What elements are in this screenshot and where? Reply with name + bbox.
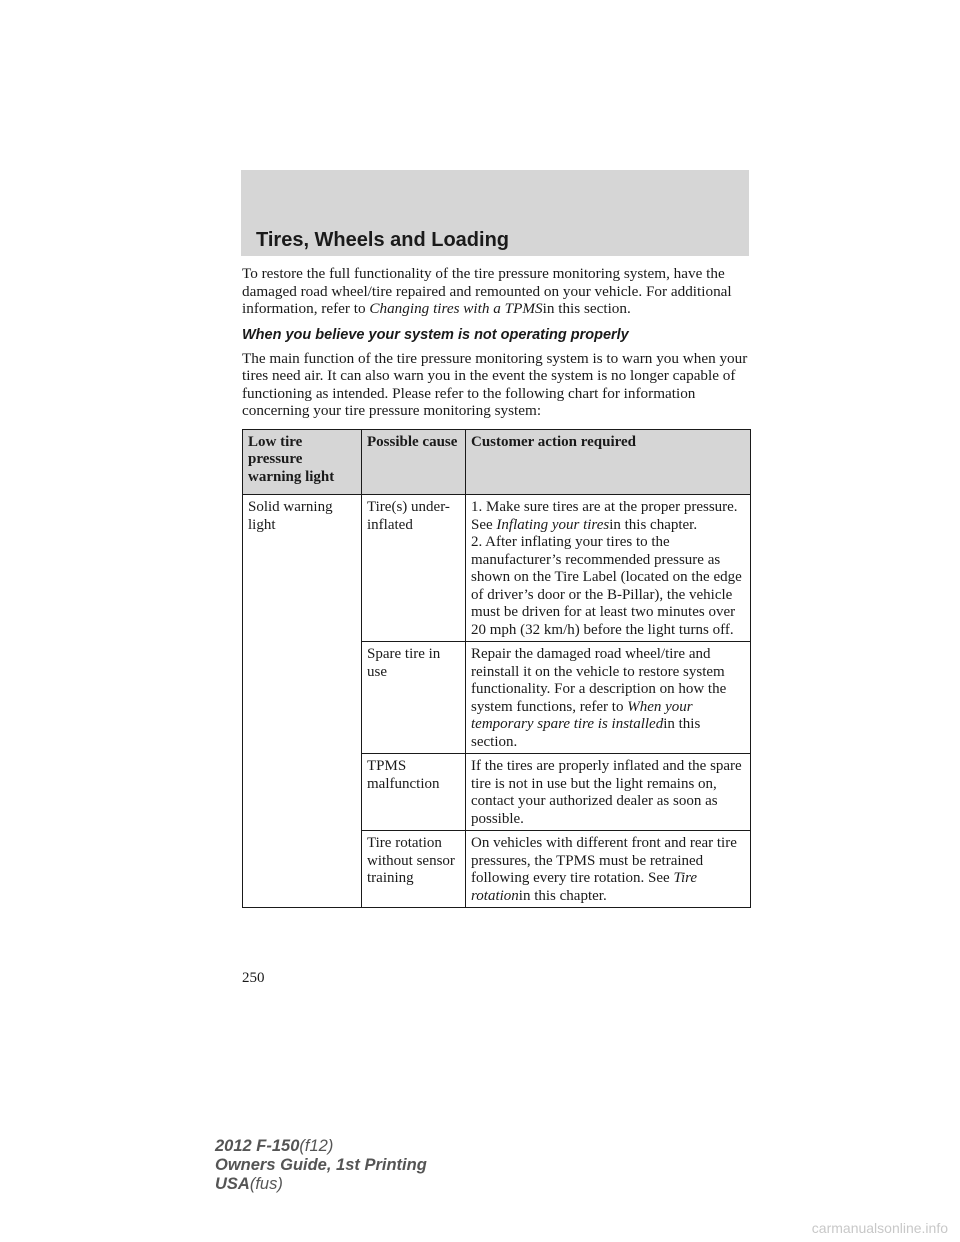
cause-cell: Tire(s) under-inflated: [362, 495, 466, 642]
cause-cell: TPMS malfunction: [362, 754, 466, 831]
column-header: Possible cause: [362, 429, 466, 495]
intro-paragraph: To restore the full functionality of the tire pressure monitoring system, have the damaged road wheel/tire repaired and remounted on your vehicle. For additional information, refer to Changing tires with a TPMSin this section.: [242, 265, 732, 317]
cross-reference: Tire rotation: [471, 870, 698, 904]
action-cell: On vehicles with different front and rear tire pressures, the TPMS must be retrained following every tire rotation. See Tire rotationin this chapter.: [466, 831, 751, 908]
column-header: Customer action required: [466, 429, 751, 495]
table-row: [243, 495, 751, 642]
explanation-paragraph: The main function of the tire pressure monitoring system is to warn you when your tires need air. It can also warn you in the event the system is no longer capable of functioning as intended. Please refer to the following chart for information concerning your tire pressure monitoring system:: [242, 349, 748, 419]
cause-cell: Spare tire in use: [362, 642, 466, 754]
watermark: carmanualsonline.info: [811, 1220, 948, 1236]
action-cell: If the tires are properly inflated and the spare tire is not in use but the light remains on, contact your authorized dealer as soon as possible.: [466, 754, 751, 831]
cross-reference: Inflating your tires: [496, 516, 610, 533]
section-title: Tires, Wheels and Loading: [256, 229, 510, 251]
action-cell: Repair the damaged road wheel/tire and reinstall it on the vehicle to restore system functionality. For a description on how the system functions, refer to When your temporary spare tire is installedin this section.: [466, 642, 751, 754]
subheading: When you believe your system is not operating properly: [242, 326, 629, 343]
column-header: Low tire pressure warning light: [243, 429, 362, 495]
action-cell: 1. Make sure tires are at the proper pressure. See Inflating your tiresin this chapter. 2. After inflating your tires to the manufacturer’s recommended pressure as shown on the Tire Label (located on the edge of driver’s door or the B-Pillar), the vehicle must be driven for at least two minutes over 20 mph (32 km/h) before the light turns off.: [466, 495, 751, 642]
cause-cell: Tire rotation without sensor training: [362, 831, 466, 908]
table-header-row: [243, 429, 751, 495]
warning-light-cell: Solid warning light: [243, 495, 362, 908]
tpms-chart-table: [242, 429, 751, 909]
cross-reference: Changing tires with a TPMS: [369, 300, 543, 317]
page-content: [242, 265, 752, 908]
cross-reference: When your temporary spare tire is installed: [471, 698, 693, 732]
print-footer: 2012 F-150(f12) Owners Guide, 1st Printing USA(fus): [215, 1137, 427, 1193]
page-number: 250: [242, 970, 265, 986]
